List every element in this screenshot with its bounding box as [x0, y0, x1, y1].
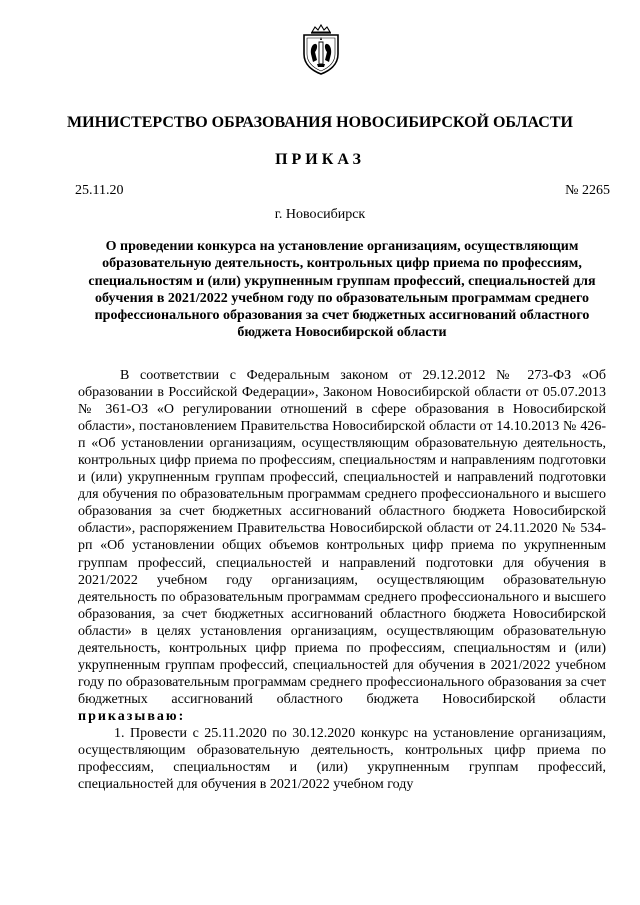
order-subject: О проведении конкурса на установление организациям, осуществляющим образовательную деятельность, контрольных цифр приема по профессиям, специальностям и (или) укрупненным группам профессий, специальностей для обучения в 2021/2022 учебном году по образовательным программам среднего профессионального образования за счет бюджетных ассигнований областного бюджета Новосибирской области [88, 239, 596, 341]
order-body [78, 367, 606, 793]
order-date: 25.11.20 [75, 183, 124, 198]
preamble-paragraph [78, 367, 606, 725]
coat-of-arms-icon [300, 24, 342, 76]
command-word: приказываю: [78, 708, 186, 724]
preamble-text: В соответствии с Федеральным законом от 29.12.2012 № 273-ФЗ «Об образовании в Российской Федерации», Законом Новосибирской области от 05.07.2013 № 361-ОЗ «О регулировании отношений в сфере образования в Новосибирской области», постановлением Правительства Новосибирской области от 14.10.2013 № 426-п «Об установлении организациям, осуществляющим образовательную деятельность, контрольных цифр приема по профессиям, специальностям и направлениям подготовки и (или) укрупненным группам профессий, специальностей и направлений подготовки для обучения по образовательным программам среднего профессионального и высшего образования за счет бюджетных ассигнований областного бюджета Новосибирской области», распоряжением Правительства Новосибирской области от 24.11.2020 № 534-рп «Об установлении общих объемов контрольных цифр приема по укрупненным группам профессий, специальностей и направлений подготовки для обучения в 2021/2022 учебном году организациям, осуществляющим образовательную деятельность по образовательным программам среднего профессионального и высшего образования, за счет бюджетных ассигнований областного бюджета Новосибирской области» в целях установления организациям, осуществляющим образовательную деятельность, контрольных цифр приема по профессиям, специальностям и (или) укрупненным группам профессий, специальностей для обучения в 2021/2022 учебном году по образовательным программам среднего профессионального образования за счет бюджетных ассигнований областного бюджета Новосибирской области [78, 368, 606, 707]
order-number: № 2265 [565, 183, 610, 198]
order-title: ПРИКАЗ [275, 151, 365, 168]
city: г. Новосибирск [274, 207, 366, 222]
ministry-name: МИНИСТЕРСТВО ОБРАЗОВАНИЯ НОВОСИБИРСКОЙ ОБЛАСТИ [67, 114, 573, 131]
order-item-1: 1. Провести с 25.11.2020 по 30.12.2020 конкурс на установление организациям, осуществляющим образовательную деятельность, контрольных цифр приема по профессиям, специальностям и (или) укрупненным группам профессий, специальностей для обучения в 2021/2022 учебном году [78, 725, 606, 793]
